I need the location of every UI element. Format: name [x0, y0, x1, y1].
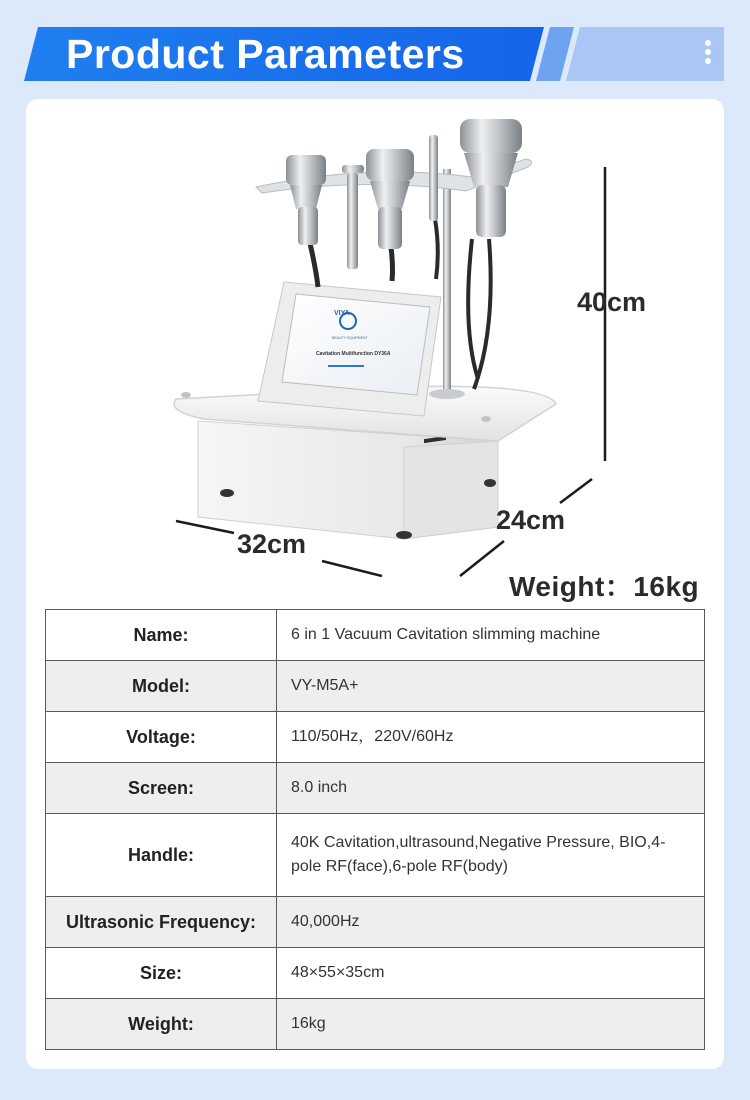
spec-value: 40,000Hz	[277, 897, 705, 948]
spec-label: Voltage:	[46, 712, 277, 763]
spec-value: 16kg	[277, 999, 705, 1050]
spec-value: VY-M5A+	[277, 661, 705, 712]
table-row	[46, 999, 705, 1050]
spec-value: 48×55×35cm	[277, 948, 705, 999]
product-card	[26, 99, 724, 1069]
spec-label: Handle:	[46, 814, 277, 897]
cavitation-machine-image	[26, 99, 724, 604]
screen-model: Cavitation Multifunction DY36A	[316, 351, 391, 357]
banner-stripe-light	[566, 27, 724, 81]
spec-value: 6 in 1 Vacuum Cavitation slimming machine	[277, 610, 705, 661]
more-options-icon[interactable]	[704, 40, 712, 70]
height-dimension-label: 40cm	[577, 287, 647, 317]
screen-subtitle: BEAUTY EQUIPMENT	[332, 336, 368, 340]
table-row	[46, 897, 705, 948]
spec-label: Name:	[46, 610, 277, 661]
table-row	[46, 661, 705, 712]
spec-label: Size:	[46, 948, 277, 999]
page-title: Product Parameters	[66, 31, 465, 77]
table-row	[46, 763, 705, 814]
spec-label: Model:	[46, 661, 277, 712]
spec-value: 40K Cavitation,ultrasound,Negative Pressure, BIO,4-pole RF(face),6-pole RF(body)	[277, 814, 705, 897]
product-illustration	[26, 99, 724, 604]
table-row	[46, 814, 705, 897]
depth-dimension-label: 24cm	[496, 505, 566, 535]
spec-label: Screen:	[46, 763, 277, 814]
header-banner	[24, 27, 724, 81]
spec-label: Weight:	[46, 999, 277, 1050]
spec-label: Ultrasonic Frequency:	[46, 897, 277, 948]
width-dimension-label: 32cm	[237, 529, 307, 559]
table-row	[46, 610, 705, 661]
spec-value: 8.0 inch	[277, 763, 705, 814]
weight-headline: Weight：16kg	[509, 571, 700, 602]
spec-table	[45, 609, 705, 1050]
spec-value: 110/50Hz，220V/60Hz	[277, 712, 705, 763]
table-row	[46, 948, 705, 999]
screen-brand: VIYA	[334, 310, 350, 317]
table-row	[46, 712, 705, 763]
